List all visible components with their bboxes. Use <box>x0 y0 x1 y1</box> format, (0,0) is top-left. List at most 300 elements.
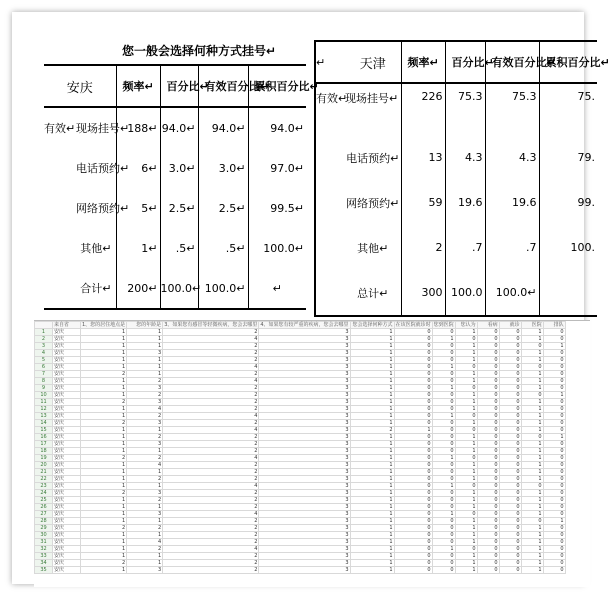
sheet-cell: 1 <box>521 350 543 357</box>
sheet-cell: 1 <box>521 448 543 455</box>
sheet-cell: 0 <box>477 518 499 525</box>
sheet-cell: 1 <box>521 427 543 434</box>
sheet-row <box>35 427 566 434</box>
sheet-cell: 安庆 <box>53 343 81 350</box>
sheet-cell: 0 <box>477 350 499 357</box>
table-row <box>315 225 597 270</box>
sheet-cell: 0 <box>394 504 432 511</box>
sheet-cell: 0 <box>432 504 455 511</box>
sheet-cell: 2 <box>163 350 259 357</box>
sheet-cell: 0 <box>394 392 432 399</box>
sheet-cell: 0 <box>543 462 565 469</box>
sheet-cell: 0 <box>477 385 499 392</box>
sheet-cell: 0 <box>543 525 565 532</box>
sheet-cell: 在该医院就诊时 <box>395 322 431 328</box>
sheet-cell: 0 <box>543 399 565 406</box>
sheet-cell: 0 <box>432 427 455 434</box>
sheet-cell: 0 <box>455 483 477 490</box>
sheet-cell: 1 <box>350 511 394 518</box>
sheet-cell: 0 <box>543 497 565 504</box>
sheet-cell: 1 <box>127 371 163 378</box>
sheet-cell: 安庆 <box>53 378 81 385</box>
sheet-cell: 1 <box>350 378 394 385</box>
sheet-cell: 2 <box>163 553 259 560</box>
sheet-cell: 0 <box>543 483 565 490</box>
sheet-cell: 3 <box>127 511 163 518</box>
sheet-cell: 安庆 <box>53 490 81 497</box>
sheet-cell: 1 <box>350 546 394 553</box>
sheet-cell: 2 <box>81 455 127 462</box>
sheet-cell: 4 <box>127 462 163 469</box>
sheet-cell: 3 <box>259 350 350 357</box>
sheet-cell: 3 <box>259 336 350 343</box>
sheet-cell: 2 <box>163 476 259 483</box>
sheet-cell: 1 <box>521 336 543 343</box>
sheet-cell: 1 <box>350 532 394 539</box>
sheet-cell: 3 <box>127 567 163 574</box>
sheet-cell: 2 <box>350 427 394 434</box>
sheet-cell: 0 <box>477 553 499 560</box>
sheet-row-number: 19 <box>35 455 53 462</box>
sheet-cell: 0 <box>499 413 521 420</box>
sheet-cell: 2 <box>163 385 259 392</box>
sheet-cell: 1 <box>350 504 394 511</box>
sheet-cell: 1 <box>455 434 477 441</box>
sheet-cell: 0 <box>521 364 543 371</box>
sheet-cell: 1 <box>127 336 163 343</box>
sheet-row <box>35 392 566 399</box>
cell-valid-percent: .7 <box>485 225 539 270</box>
sheet-row-number: 7 <box>35 371 53 378</box>
sheet-cell: 3 <box>259 406 350 413</box>
sheet-cell: 0 <box>543 427 565 434</box>
sheet-cell: 1 <box>127 483 163 490</box>
sheet-row <box>35 490 566 497</box>
sheet-row-number: 32 <box>35 546 53 553</box>
anqing-frequency-table <box>44 64 319 310</box>
sheet-cell: 3 <box>259 532 350 539</box>
sheet-cell: 1 <box>455 532 477 539</box>
sheet-cell: 3 <box>259 518 350 525</box>
sheet-row <box>35 553 566 560</box>
sheet-row-number: 16 <box>35 434 53 441</box>
sheet-cell: 0 <box>477 469 499 476</box>
sheet-cell: 0 <box>543 364 565 371</box>
sheet-cell: 2 <box>127 392 163 399</box>
sheet-cell: 1 <box>350 329 394 336</box>
sheet-cell: 1 <box>350 539 394 546</box>
sheet-cell: 0 <box>477 413 499 420</box>
sheet-row-number: 29 <box>35 525 53 532</box>
sheet-cell: 0 <box>432 469 455 476</box>
sheet-cell: 0 <box>543 455 565 462</box>
sheet-cell: 0 <box>543 567 565 574</box>
sheet-cell: 1 <box>521 504 543 511</box>
sheet-row <box>35 511 566 518</box>
sheet-cell: 0 <box>394 336 432 343</box>
sheet-cell: 1 <box>455 392 477 399</box>
sheet-cell: 0 <box>394 525 432 532</box>
sheet-cell: 0 <box>477 357 499 364</box>
table-row <box>315 180 597 225</box>
sheet-cell: 1 <box>350 441 394 448</box>
sheet-cell: 0 <box>499 329 521 336</box>
sheet-cell: 1 <box>521 399 543 406</box>
sheet-cell: 3 <box>259 546 350 553</box>
sheet-cell: 1 <box>350 462 394 469</box>
sheet-cell: 1 <box>455 343 477 350</box>
cell-frequency: 5↵ <box>116 188 160 228</box>
sheet-row-number: 8 <box>35 378 53 385</box>
header-cumulative-percent: 累积百分比↵ <box>539 41 597 83</box>
sheet-row <box>35 385 566 392</box>
sheet-cell: 安庆 <box>53 525 81 532</box>
sheet-row <box>35 364 566 371</box>
sheet-cell: 0 <box>432 350 455 357</box>
sheet-cell: 1 <box>432 546 455 553</box>
sheet-cell: 1 <box>455 329 477 336</box>
sheet-cell: 2 <box>127 546 163 553</box>
cell-valid-percent: 94.0↵ <box>198 107 248 148</box>
sheet-cell: 0 <box>394 560 432 567</box>
sheet-row <box>35 518 566 525</box>
row-label: 网络预约↵ <box>76 202 130 215</box>
sheet-cell: 0 <box>543 329 565 336</box>
sheet-cell: 1 <box>81 539 127 546</box>
sheet-cell: 2 <box>163 560 259 567</box>
sheet-row-number: 9 <box>35 385 53 392</box>
sheet-cell: 0 <box>394 455 432 462</box>
sheet-cell: 2 <box>163 462 259 469</box>
cell-frequency: 6↵ <box>116 148 160 188</box>
sheet-cell: 0 <box>499 455 521 462</box>
sheet-cell: 1 <box>350 490 394 497</box>
sheet-row <box>35 406 566 413</box>
sheet-cell: 0 <box>394 518 432 525</box>
sheet-cell: 1 <box>350 455 394 462</box>
sheet-cell: 0 <box>499 343 521 350</box>
table-row <box>315 135 597 180</box>
sheet-cell: 4 <box>163 427 259 434</box>
cell-valid-percent: 2.5↵ <box>198 188 248 228</box>
sheet-cell: 0 <box>432 553 455 560</box>
sheet-cell: 0 <box>543 553 565 560</box>
sheet-cell: 1 <box>81 511 127 518</box>
header-frequency: 频率↵ <box>116 65 160 107</box>
sheet-cell: 3 <box>259 357 350 364</box>
row-label: 总计↵ <box>345 270 401 316</box>
sheet-cell: 2 <box>163 392 259 399</box>
sheet-row <box>35 420 566 427</box>
sheet-cell: 1 <box>81 357 127 364</box>
sheet-cell: 0 <box>394 434 432 441</box>
sheet-cell: 0 <box>499 553 521 560</box>
sheet-cell: 0 <box>499 350 521 357</box>
sheet-cell: 1 <box>455 406 477 413</box>
sheet-cell: 0 <box>432 441 455 448</box>
sheet-cell: 1 <box>455 497 477 504</box>
sheet-cell: 0 <box>455 455 477 462</box>
cell-cumulative-percent: 79. <box>539 135 597 180</box>
sheet-cell: 3 <box>259 371 350 378</box>
sheet-cell: 1 <box>521 476 543 483</box>
cell-percent: 19.6 <box>445 180 485 225</box>
sheet-cell: 1 <box>350 406 394 413</box>
sheet-cell: 1 <box>81 546 127 553</box>
sheet-cell: 安庆 <box>53 483 81 490</box>
sheet-cell: 2 <box>163 343 259 350</box>
table-row <box>315 83 597 135</box>
sheet-cell: 0 <box>432 560 455 567</box>
sheet-cell: 0 <box>477 497 499 504</box>
sheet-cell: 1 <box>455 567 477 574</box>
sheet-cell: 0 <box>477 525 499 532</box>
sheet-cell: 1 <box>432 455 455 462</box>
sheet-cell: 0 <box>394 532 432 539</box>
sheet-cell: 0 <box>477 462 499 469</box>
sheet-row-number: 18 <box>35 448 53 455</box>
sheet-cell: 安庆 <box>53 497 81 504</box>
sheet-cell: 1 <box>521 525 543 532</box>
sheet-row <box>35 525 566 532</box>
sheet-cell: 2 <box>163 399 259 406</box>
sheet-cell: 0 <box>477 399 499 406</box>
sheet-cell: 3 <box>127 399 163 406</box>
sheet-cell: 0 <box>432 378 455 385</box>
sheet-cell: 安庆 <box>53 455 81 462</box>
sheet-cell: 3 <box>259 399 350 406</box>
sheet-cell: 0 <box>477 539 499 546</box>
sheet-cell: 0 <box>543 336 565 343</box>
sheet-cell: 0 <box>455 385 477 392</box>
sheet-row <box>35 413 566 420</box>
sheet-cell: 3 <box>259 511 350 518</box>
sheet-cell: 安庆 <box>53 406 81 413</box>
valid-label: 有效↵ <box>316 92 348 105</box>
sheet-cell: 2 <box>163 490 259 497</box>
sheet-cell: 4 <box>163 364 259 371</box>
row-label: 电话预约↵ <box>346 151 400 165</box>
sheet-cell: 1 <box>350 567 394 574</box>
row-label: 网络预约↵ <box>346 196 400 210</box>
sheet-cell: 0 <box>394 399 432 406</box>
sheet-row <box>35 329 566 336</box>
sheet-cell: 1 <box>350 553 394 560</box>
sheet-cell: 1 <box>81 434 127 441</box>
sheet-cell: 0 <box>521 343 543 350</box>
sheet-cell: 0 <box>543 420 565 427</box>
sheet-cell: 1 <box>350 518 394 525</box>
sheet-cell: 3 <box>259 553 350 560</box>
sheet-cell: 0 <box>499 441 521 448</box>
sheet-row <box>35 343 566 350</box>
sheet-cell: 0 <box>394 343 432 350</box>
cell-percent: .7 <box>445 225 485 270</box>
sheet-cell: 0 <box>394 413 432 420</box>
sheet-cell: 0 <box>499 539 521 546</box>
tianjin-city-label: 天津 <box>345 41 401 83</box>
sheet-row <box>35 448 566 455</box>
sheet-cell: 1 <box>455 462 477 469</box>
sheet-cell: 1 <box>81 483 127 490</box>
sheet-row-number: 1 <box>35 329 53 336</box>
sheet-cell: 0 <box>499 378 521 385</box>
sheet-cell: 0 <box>499 448 521 455</box>
cell-valid-percent: 19.6 <box>485 180 539 225</box>
sheet-cell: 安庆 <box>53 441 81 448</box>
sheet-cell: 安庆 <box>53 462 81 469</box>
sheet-cell: 安庆 <box>53 350 81 357</box>
sheet-cell: 1 <box>521 469 543 476</box>
sheet-cell: 2 <box>127 413 163 420</box>
sheet-cell: 0 <box>394 441 432 448</box>
sheet-cell: 1 <box>81 504 127 511</box>
cell-frequency: 300 <box>401 270 445 316</box>
sheet-cell: 1 <box>127 518 163 525</box>
sheet-cell: 1 <box>81 343 127 350</box>
sheet-cell: 2 <box>163 357 259 364</box>
sheet-row <box>35 441 566 448</box>
cell-valid-percent: 100.0↵ <box>198 268 248 309</box>
sheet-cell: 您会选择何种方式 <box>350 322 394 329</box>
sheet-cell: 0 <box>543 371 565 378</box>
sheet-row-number: 10 <box>35 392 53 399</box>
sheet-cell: 0 <box>477 329 499 336</box>
sheet-cell: 1、您的居住地点是 <box>82 322 126 328</box>
sheet-cell: 2 <box>163 469 259 476</box>
sheet-row <box>35 462 566 469</box>
sheet-cell: 0 <box>477 448 499 455</box>
sheet-cell: 1 <box>81 532 127 539</box>
sheet-cell: 3 <box>259 497 350 504</box>
sheet-cell: 0 <box>477 560 499 567</box>
sheet-cell: 0 <box>477 455 499 462</box>
sheet-cell: 1 <box>350 385 394 392</box>
sheet-row <box>35 336 566 343</box>
sheet-cell: 1 <box>127 357 163 364</box>
sheet-cell: 0 <box>499 357 521 364</box>
row-label: 其他↵ <box>357 241 389 255</box>
sheet-cell: 安庆 <box>53 539 81 546</box>
sheet-cell: 0 <box>477 441 499 448</box>
sheet-cell: 1 <box>455 553 477 560</box>
sheet-cell: 0 <box>394 462 432 469</box>
sheet-row <box>35 434 566 441</box>
sheet-cell: 0 <box>543 448 565 455</box>
sheet-row <box>35 350 566 357</box>
row-label: 现场挂号↵ <box>345 92 399 105</box>
sheet-cell: 1 <box>350 357 394 364</box>
cell-frequency: 2 <box>401 225 445 270</box>
sheet-cell: 0 <box>543 350 565 357</box>
sheet-cell: 1 <box>81 567 127 574</box>
sheet-cell: 您到医院 <box>433 322 454 328</box>
sheet-cell: 3 <box>259 413 350 420</box>
sheet-cell: 安庆 <box>53 399 81 406</box>
sheet-cell: 2 <box>163 420 259 427</box>
sheet-row-number: 34 <box>35 560 53 567</box>
sheet-cell: 看病 <box>477 322 499 329</box>
sheet-cell: 0 <box>432 406 455 413</box>
sheet-row-number: 28 <box>35 518 53 525</box>
sheet-cell: 0 <box>499 371 521 378</box>
sheet-cell: 2 <box>81 420 127 427</box>
sheet-cell: 0 <box>394 476 432 483</box>
sheet-row-number: 31 <box>35 539 53 546</box>
sheet-cell: 0 <box>477 511 499 518</box>
sheet-cell: 0 <box>543 469 565 476</box>
sheet-row-number: 14 <box>35 420 53 427</box>
sheet-cell: 1 <box>455 469 477 476</box>
row-label: 现场挂号↵ <box>76 122 130 135</box>
sheet-row <box>35 483 566 490</box>
sheet-row-number: 5 <box>35 357 53 364</box>
sheet-cell: 1 <box>394 427 432 434</box>
sheet-cell: 您的年龄是 <box>127 322 163 329</box>
sheet-cell: 0 <box>521 434 543 441</box>
sheet-cell: 0 <box>477 476 499 483</box>
sheet-cell: 0 <box>477 532 499 539</box>
cell-valid-percent: 75.3 <box>485 83 539 135</box>
sheet-cell: 1 <box>127 553 163 560</box>
sheet-cell: 3 <box>127 385 163 392</box>
sheet-cell: 3 <box>259 504 350 511</box>
sheet-cell: 4 <box>127 406 163 413</box>
sheet-cell: 0 <box>394 357 432 364</box>
sheet-cell: 0 <box>432 371 455 378</box>
sheet-cell: 1 <box>455 371 477 378</box>
sheet-cell: 0 <box>499 483 521 490</box>
sheet-cell: 1 <box>432 511 455 518</box>
sheet-cell: 3 <box>259 420 350 427</box>
sheet-cell: 安庆 <box>53 420 81 427</box>
sheet-cell: 1 <box>350 434 394 441</box>
sheet-cell: 0 <box>477 343 499 350</box>
sheet-row <box>35 546 566 553</box>
sheet-cell: 0 <box>477 371 499 378</box>
sheet-cell: 0 <box>432 539 455 546</box>
sheet-cell: 1 <box>81 427 127 434</box>
sheet-cell: 0 <box>543 490 565 497</box>
sheet-cell: 1 <box>521 406 543 413</box>
sheet-cell: 1 <box>543 518 565 525</box>
sheet-cell: 0 <box>477 546 499 553</box>
sheet-cell: 0 <box>477 427 499 434</box>
sheet-cell: 1 <box>521 490 543 497</box>
sheet-cell: 0 <box>499 399 521 406</box>
sheet-cell: 3 <box>259 462 350 469</box>
sheet-cell: 0 <box>432 567 455 574</box>
sheet-cell: 1 <box>350 336 394 343</box>
sheet-cell: 1 <box>81 364 127 371</box>
sheet-cell: 0 <box>543 378 565 385</box>
corner-cell: ↵ <box>315 41 345 83</box>
sheet-cell: 1 <box>521 420 543 427</box>
sheet-cell: 0 <box>477 364 499 371</box>
sheet-cell: 1 <box>521 532 543 539</box>
sheet-cell: 0 <box>543 511 565 518</box>
sheet-cell: 4、如果您有较严重的疾病，您会去哪里 <box>260 322 349 328</box>
sheet-cell: 1 <box>521 371 543 378</box>
sheet-cell: 4 <box>163 455 259 462</box>
sheet-cell: 1 <box>127 448 163 455</box>
sheet-cell: 1 <box>455 504 477 511</box>
cell-cumulative-percent: 100.0↵ <box>248 228 306 268</box>
sheet-cell: 0 <box>499 364 521 371</box>
sheet-cell: 0 <box>477 378 499 385</box>
sheet-cell: 0 <box>394 364 432 371</box>
sheet-cell: 1 <box>350 525 394 532</box>
